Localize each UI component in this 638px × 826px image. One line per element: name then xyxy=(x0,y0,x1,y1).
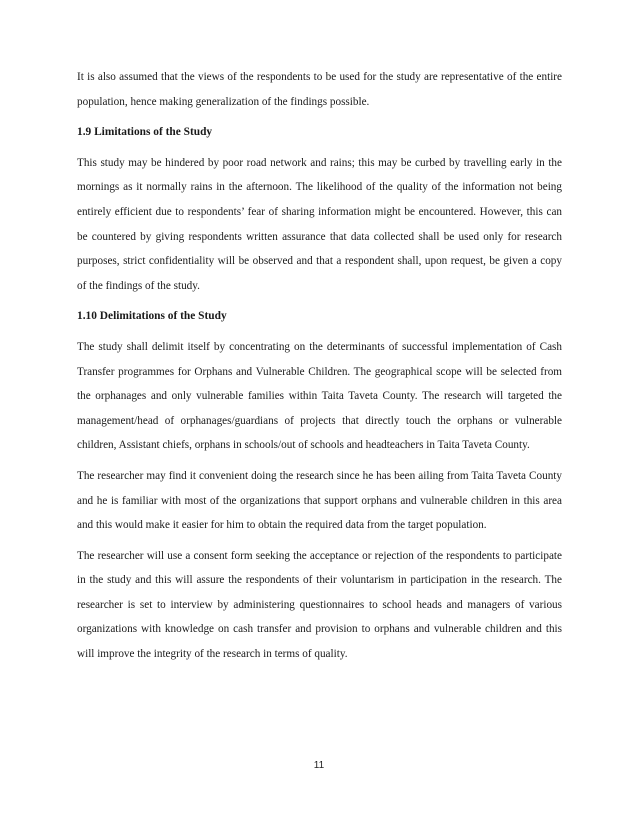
paragraph-delimitations-scope: The study shall delimit itself by concentrating on the determinants of successful implementation of Cash Transfer programmes for Orphans and Vulnerable Children. The geographical scope will be selected from the orphanages and only vulnerable families within Taita Taveta County. The research will targeted the management/head of orphanages/guardians of projects that directly touch the orphans or vulnerable children, Assistant chiefs, orphans in schools/out of schools and headteachers in Taita Taveta County. xyxy=(77,340,562,452)
document-body xyxy=(77,65,562,673)
section-heading-limitations: 1.9 Limitations of the Study xyxy=(77,126,213,139)
paragraph-limitations: This study may be hindered by poor road network and rains; this may be curbed by travelling early in the mornings as it normally rains in the afternoon. The likelihood of the quality of the information not being entirely efficient due to respondents’ fear of sharing information might be encountered. However, this can be countered by giving respondents written assurance that data collected shall be used only for research purposes, strict confidentiality will be observed and that a respondent shall, upon request, be given a copy of the findings of the study. xyxy=(77,156,562,292)
section-heading-delimitations: 1.10 Delimitations of the Study xyxy=(77,310,227,323)
paragraph-delimitations-consent: The researcher will use a consent form seeking the acceptance or rejection of the respondents to participate in the study and this will assure the respondents of their voluntarism in participation in the research. The researcher is set to interview by administering questionnaires to school heads and managers of various organizations with knowledge on cash transfer and provision to orphans and vulnerable children and this will improve the integrity of the research in terms of quality. xyxy=(77,549,562,661)
paragraph-delimitations-researcher: The researcher may find it convenient doing the research since he has been ailing from Taita Taveta County and he is familiar with most of the organizations that support orphans and vulnerable children in this area and this would make it easier for him to obtain the required data from the target population. xyxy=(77,469,562,532)
paragraph-assumption: It is also assumed that the views of the respondents to be used for the study are representative of the entire population, hence making generalization of the findings possible. xyxy=(77,71,562,108)
page-number: 11 xyxy=(313,760,325,771)
